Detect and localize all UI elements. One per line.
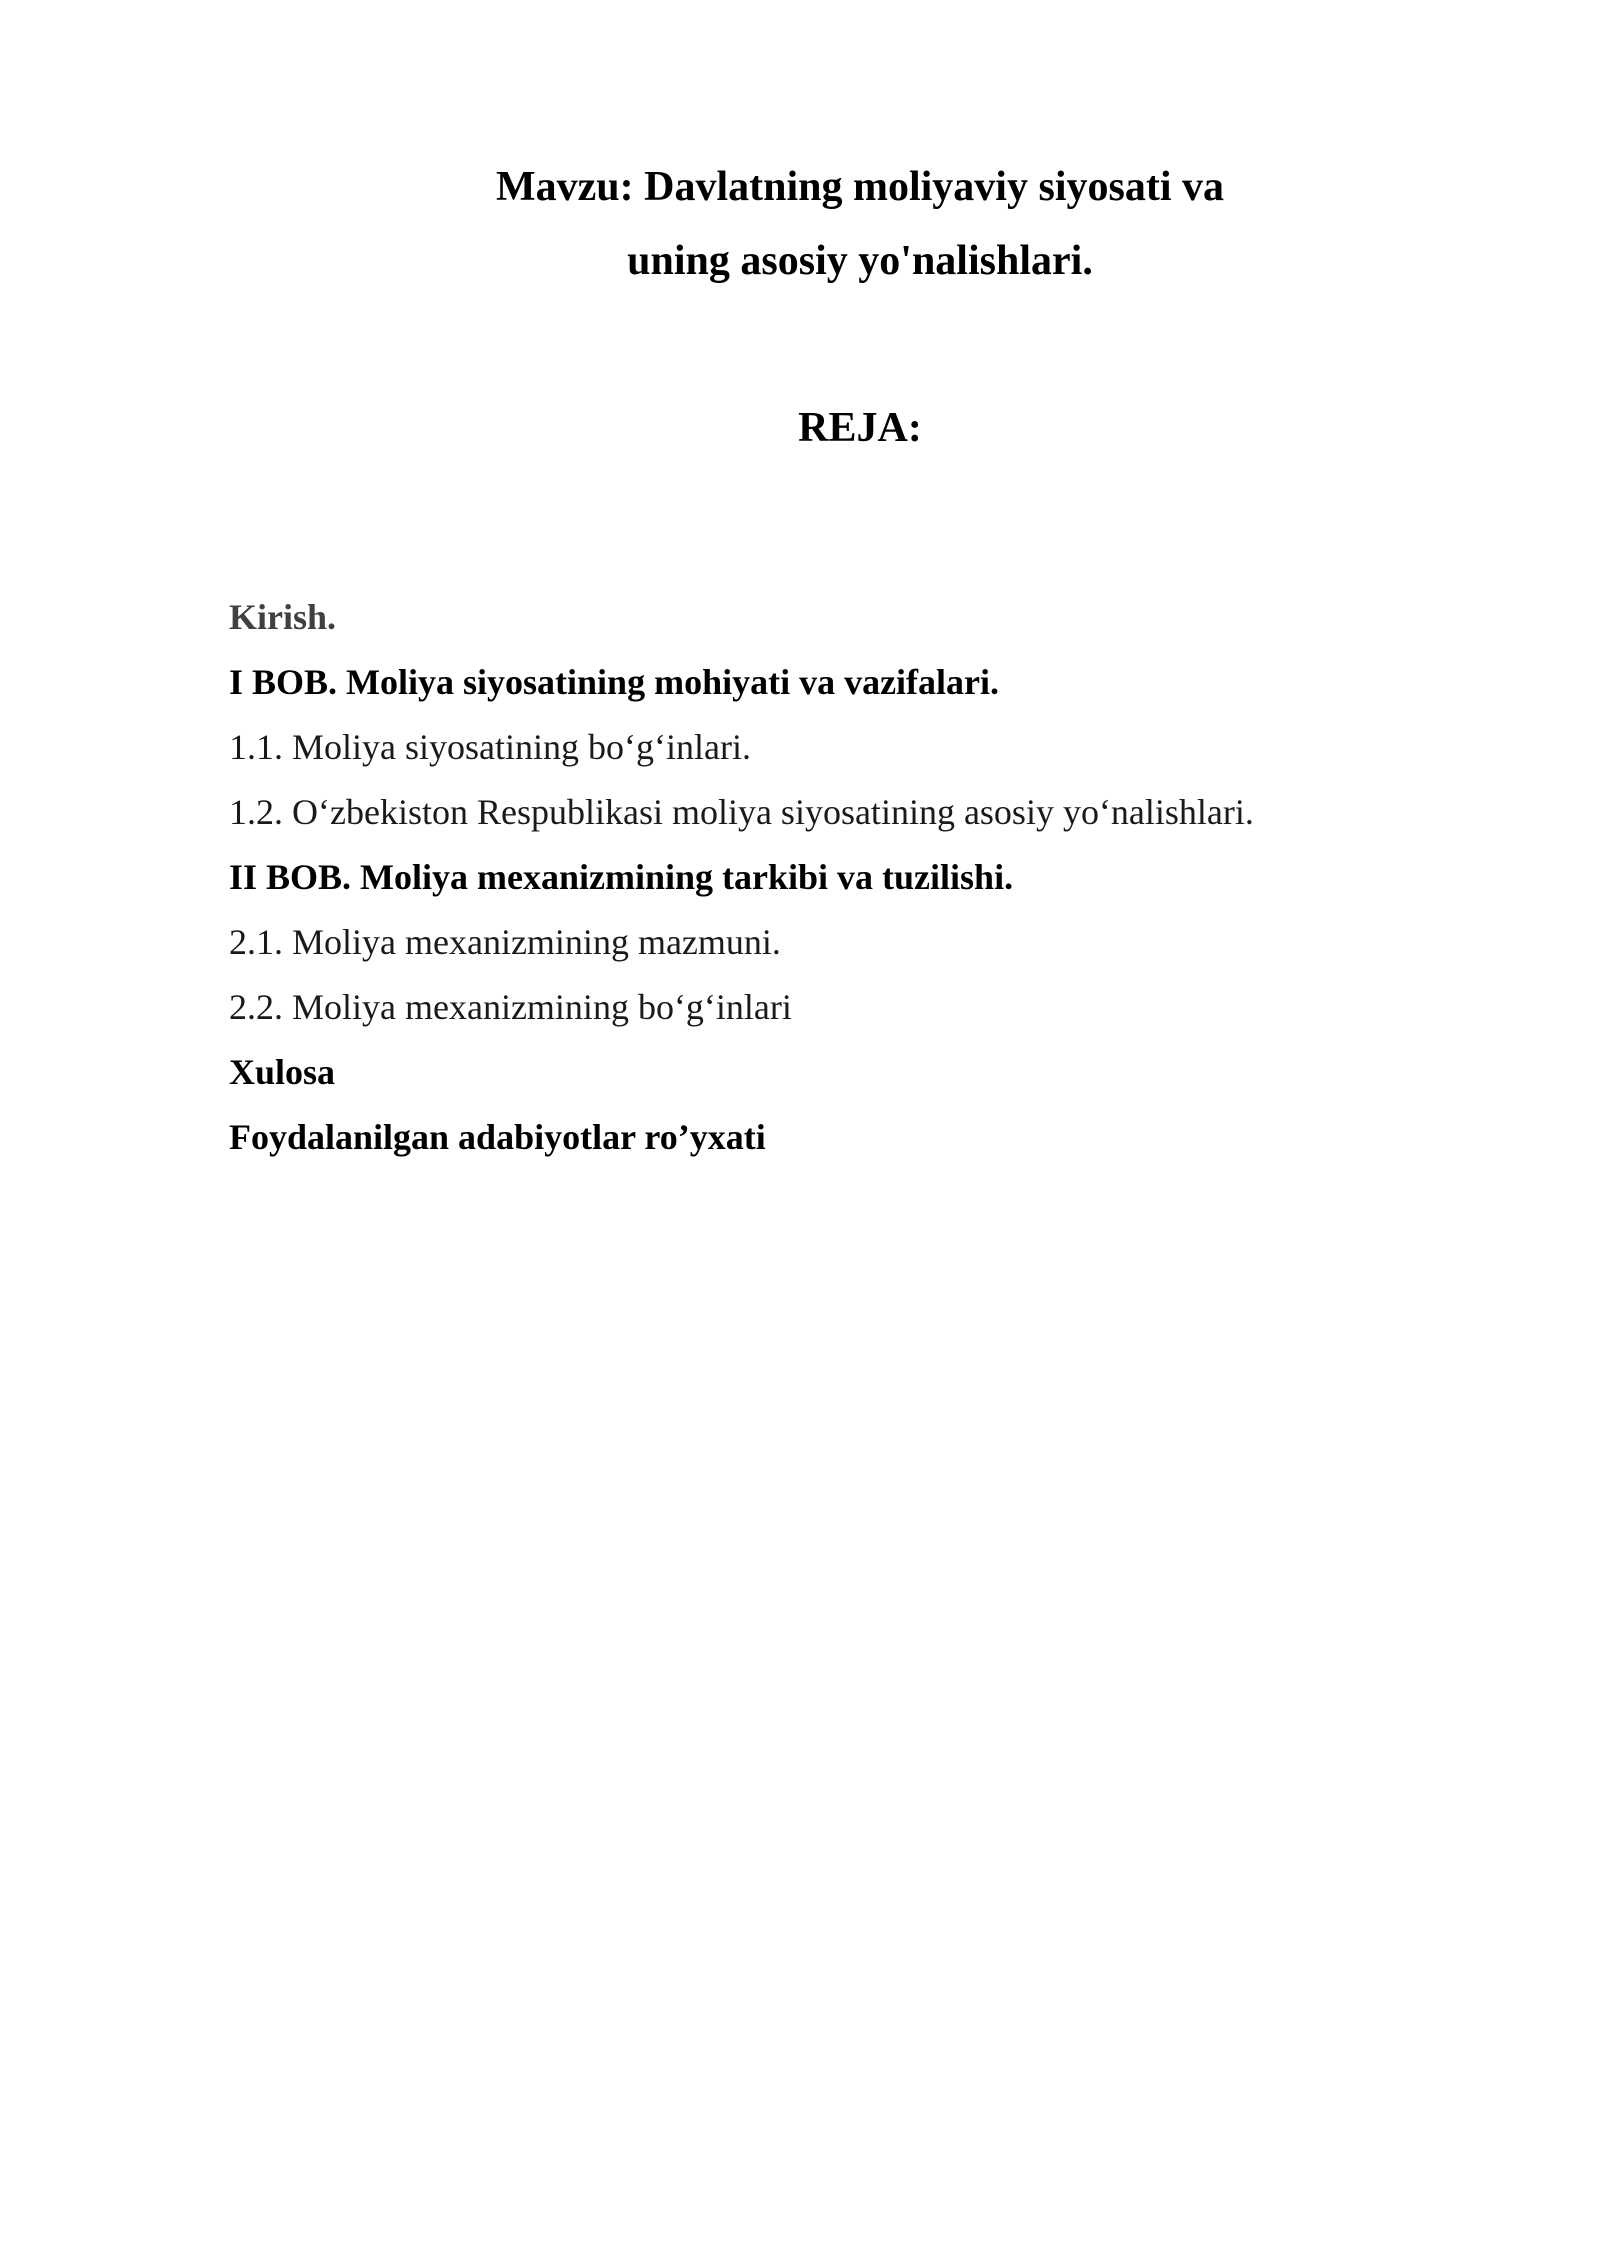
toc-item-chapter-2: II BOB. Moliya mexanizmining tarkibi va tuzilishi. [229,857,1014,897]
plan-heading: REJA: [798,405,922,451]
toc-item-conclusion: Xulosa [229,1052,336,1092]
toc-item-section-2-1: 2.1. Moliya mexanizmining mazmuni. [229,922,781,962]
toc-item-introduction: Kirish. [229,597,337,637]
table-of-contents [229,585,1479,1170]
document-title [0,150,1600,298]
toc-item-section-1-2: 1.2. O‘zbekiston Respublikasi moliya siyosatining asosiy yo‘nalishlari. [229,792,1254,832]
toc-item-references: Foydalanilgan adabiyotlar ro’yxati [229,1117,766,1157]
toc-item-chapter-1: I BOB. Moliya siyosatining mohiyati va vazifalari. [229,662,1000,702]
title-line-2: uning asosiy yo'nalishlari. [627,238,1093,284]
toc-item-section-2-2: 2.2. Moliya mexanizmining bo‘g‘inlari [229,987,792,1027]
title-line-1: Mavzu: Davlatning moliyaviy siyosati va [495,164,1224,210]
toc-item-section-1-1: 1.1. Moliya siyosatining bo‘g‘inlari. [229,727,751,767]
